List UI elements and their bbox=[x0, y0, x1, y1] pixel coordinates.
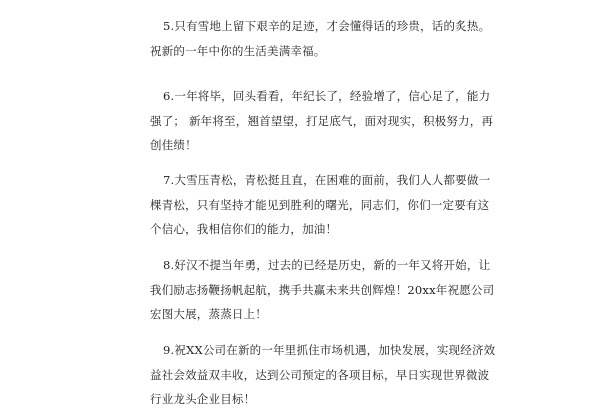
paragraph-line: 个信心，我相信你们的能力，加油！ bbox=[150, 222, 338, 236]
paragraph-line: 强了； 新年将至，翘首望望，打足底气，面对现实，积极努力，再 bbox=[150, 113, 494, 128]
paragraph-5 bbox=[150, 14, 491, 63]
paragraph-line: 宏图大展，蒸蒸日上！ bbox=[150, 307, 267, 321]
paragraph-8 bbox=[150, 253, 495, 327]
paragraph-line: 行业龙头企业目标！ bbox=[150, 392, 256, 406]
paragraph-line: 祝新的一年中你的生活美满幸福。 bbox=[150, 43, 326, 58]
paragraph-line: 8.好汉不提当年勇，过去的已经是历史，新的一年又将开始，让 bbox=[163, 258, 491, 272]
paragraph-line: 我们励志扬鞭扬帆起航，携手共赢未来共创辉煌！20xx年祝愿公司 bbox=[150, 282, 495, 297]
paragraph-line: 棵青松，只有坚持才能见到胜利的曙光，同志们，你们一定要有这 bbox=[150, 197, 490, 212]
paragraph-line: 6.一年将毕，回头看看，年纪长了，经验增了，信心足了，能力 bbox=[163, 89, 491, 103]
paragraph-line: 创佳绩！ bbox=[150, 138, 197, 152]
paragraph-line: 9.祝XX公司在新的一年里抓住市场机遇，加快发展，实现经济效 bbox=[163, 343, 496, 357]
paragraph-9 bbox=[150, 338, 496, 412]
paragraph-6 bbox=[150, 84, 494, 158]
paragraph-line: 益社会效益双丰收，达到公司预定的各项目标，早日实现世界微波 bbox=[150, 367, 490, 382]
paragraph-7 bbox=[150, 168, 491, 242]
paragraph-line: 7.大雪压青松，青松挺且直，在困难的面前，我们人人都要做一 bbox=[163, 173, 491, 187]
paragraph-line: 5.只有雪地上留下艰辛的足迹，才会懂得话的珍贵，话的炙热。 bbox=[163, 19, 491, 33]
